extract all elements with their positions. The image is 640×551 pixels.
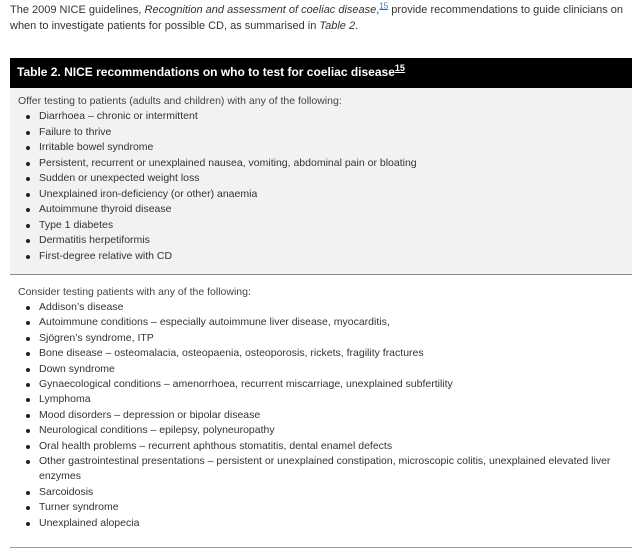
list-item: Neurological conditions – epilepsy, polyneuropathy	[39, 423, 632, 438]
guideline-title: Recognition and assessment of coeliac disease	[144, 4, 377, 16]
list-item: Sarcoidosis	[39, 485, 632, 500]
table-reference: Table 2	[319, 20, 356, 32]
list-item: Gynaecological conditions – amenorrhoea, recurrent miscarriage, unexplained subfertility	[39, 377, 632, 392]
consider-testing-list	[18, 300, 632, 531]
offer-testing-list	[18, 109, 632, 264]
reference-link-15[interactable]: 15	[379, 1, 389, 11]
intro-text-end: .	[355, 20, 359, 32]
list-item: Autoimmune thyroid disease	[39, 202, 632, 218]
list-item: Irritable bowel syndrome	[39, 140, 632, 156]
consider-testing-section	[10, 275, 632, 531]
list-item: Diarrhoea – chronic or intermittent	[39, 109, 632, 125]
intro-comma: ,	[376, 4, 380, 16]
intro-text-before: The 2009 NICE guidelines,	[10, 4, 145, 16]
table-title-reference-link[interactable]: 15	[394, 63, 405, 73]
list-item: Mood disorders – depression or bipolar disease	[39, 408, 632, 423]
list-item: Dermatitis herpetiformis	[39, 233, 632, 249]
list-item: Failure to thrive	[39, 125, 632, 141]
list-item: Other gastrointestinal presentations – persistent or unexplained constipation, microscopic colitis, unexplained elevated liver enzymes	[39, 454, 632, 485]
list-item: Down syndrome	[39, 362, 632, 377]
list-item: Bone disease – osteomalacia, osteopaenia, osteoporosis, rickets, fragility fractures	[39, 346, 632, 361]
list-item: Unexplained alopecia	[39, 516, 632, 531]
list-item: Persistent, recurrent or unexplained nausea, vomiting, abdominal pain or bloating	[39, 156, 632, 172]
list-item: Type 1 diabetes	[39, 218, 632, 234]
list-item: Oral health problems – recurrent aphthous stomatitis, dental enamel defects	[39, 439, 632, 454]
list-item: Autoimmune conditions – especially autoimmune liver disease, myocarditis,	[39, 315, 632, 330]
offer-testing-heading: Offer testing to patients (adults and children) with any of the following:	[18, 95, 342, 107]
nice-recommendations-table	[10, 58, 632, 548]
list-item: Turner syndrome	[39, 500, 632, 515]
list-item: Unexplained iron-deficiency (or other) anaemia	[39, 187, 632, 203]
table-title	[10, 58, 632, 88]
list-item: Addison’s disease	[39, 300, 632, 315]
consider-testing-heading: Consider testing patients with any of the following:	[18, 286, 251, 298]
list-item: Sjögren’s syndrome, ITP	[39, 331, 632, 346]
list-item: First-degree relative with CD	[39, 249, 632, 265]
list-item: Sudden or unexpected weight loss	[39, 171, 632, 187]
offer-testing-section	[10, 88, 632, 275]
table-title-text: Table 2. NICE recommendations on who to test for coeliac disease	[17, 65, 395, 79]
intro-text-middle: provide recommendations to guide clinicians on when to investigate patients for possible CD, as summarised in	[10, 4, 624, 32]
intro-paragraph	[10, 2, 632, 34]
list-item: Lymphoma	[39, 392, 632, 407]
